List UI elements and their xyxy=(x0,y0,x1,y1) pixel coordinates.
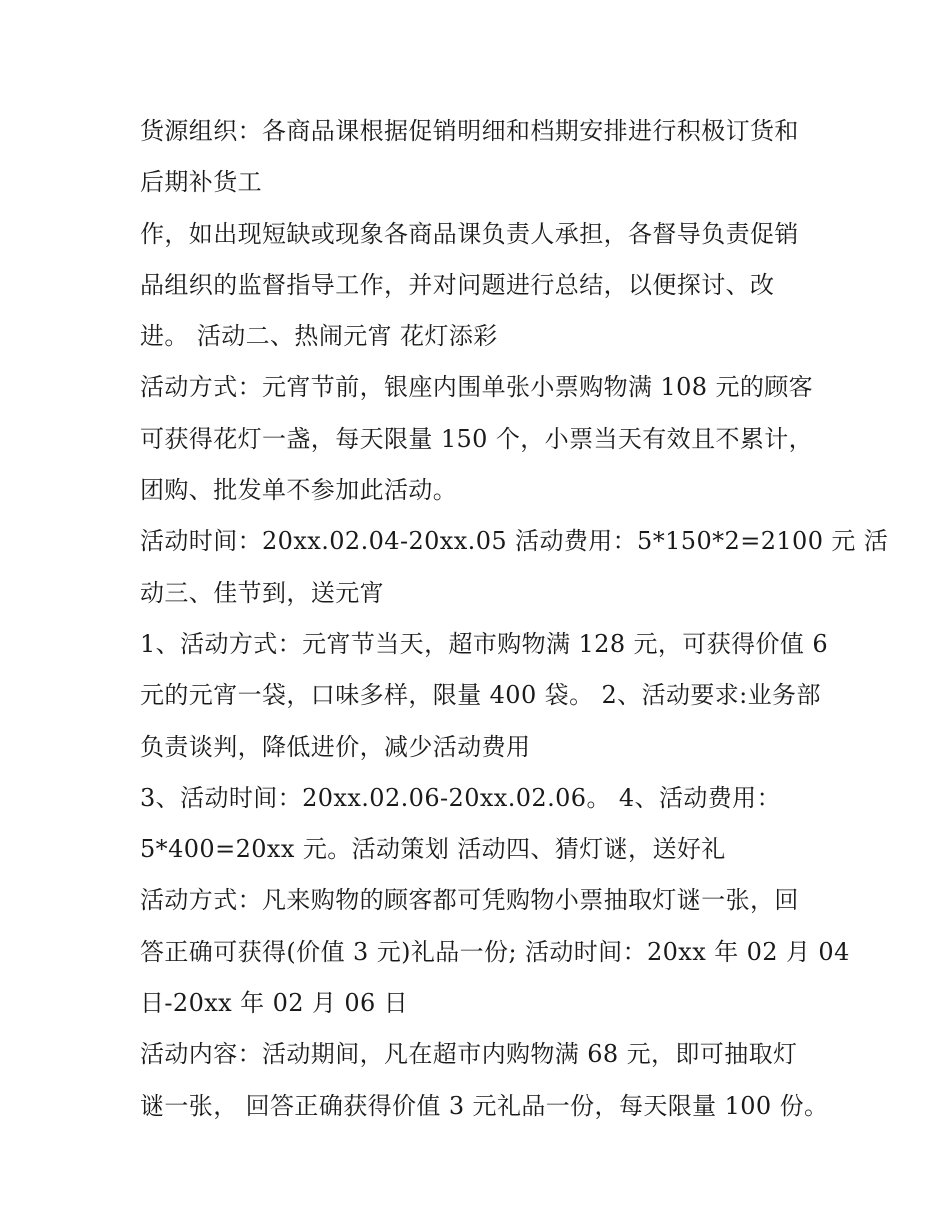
text-line: 3、活动时间：20xx.02.06-20xx.02.06。 4、活动费用： xyxy=(140,783,781,812)
text-line: 活动内容：活动期间，凡在超市内购物满 68 元，即可抽取灯 xyxy=(140,1040,798,1069)
text-line: 活动方式：元宵节前，银座内围单张小票购物满 108 元的顾客 xyxy=(140,373,814,402)
text-line: 谜一张， 回答正确获得价值 3 元礼品一份，每天限量 100 份。 xyxy=(140,1091,829,1120)
text-line: 5*400=20xx 元。活动策划 活动四、猜灯谜，送好礼 xyxy=(140,835,726,864)
text-line: 作，如出现短缺或现象各商品课负责人承担，各督导负责促销 xyxy=(140,219,799,248)
text-line: 负责谈判，降低进价，减少活动费用 xyxy=(140,732,531,761)
text-line: 动三、佳节到，送元宵 xyxy=(140,578,384,607)
document-body xyxy=(140,106,889,1132)
text-line: 团购、批发单不参加此活动。 xyxy=(140,476,458,505)
text-line: 品组织的监督指导工作，并对问题进行总结，以便探讨、改 xyxy=(140,270,775,299)
text-line: 日-20xx 年 02 月 06 日 xyxy=(140,989,409,1018)
text-line: 答正确可获得(价值 3 元)礼品一份; 活动时间：20xx 年 02 月 04 xyxy=(140,937,850,966)
text-line: 元的元宵一袋，口味多样，限量 400 袋。 2、活动要求:业务部 xyxy=(140,681,821,710)
text-line: 进。 活动二、热闹元宵 花灯添彩 xyxy=(140,322,498,351)
text-line: 活动时间：20xx.02.04-20xx.05 活动费用：5*150*2=2100 元 活 xyxy=(140,527,889,556)
text-line: 活动方式：凡来购物的顾客都可凭购物小票抽取灯谜一张，回 xyxy=(140,886,799,915)
text-line: 1、活动方式：元宵节当天，超市购物满 128 元，可获得价值 6 xyxy=(140,629,829,658)
text-line: 后期补货工 xyxy=(140,168,262,197)
text-line: 货源组织：各商品课根据促销明细和档期安排进行积极订货和 xyxy=(140,117,799,145)
text-line: 可获得花灯一盏，每天限量 150 个，小票当天有效且不累计， xyxy=(140,424,814,453)
